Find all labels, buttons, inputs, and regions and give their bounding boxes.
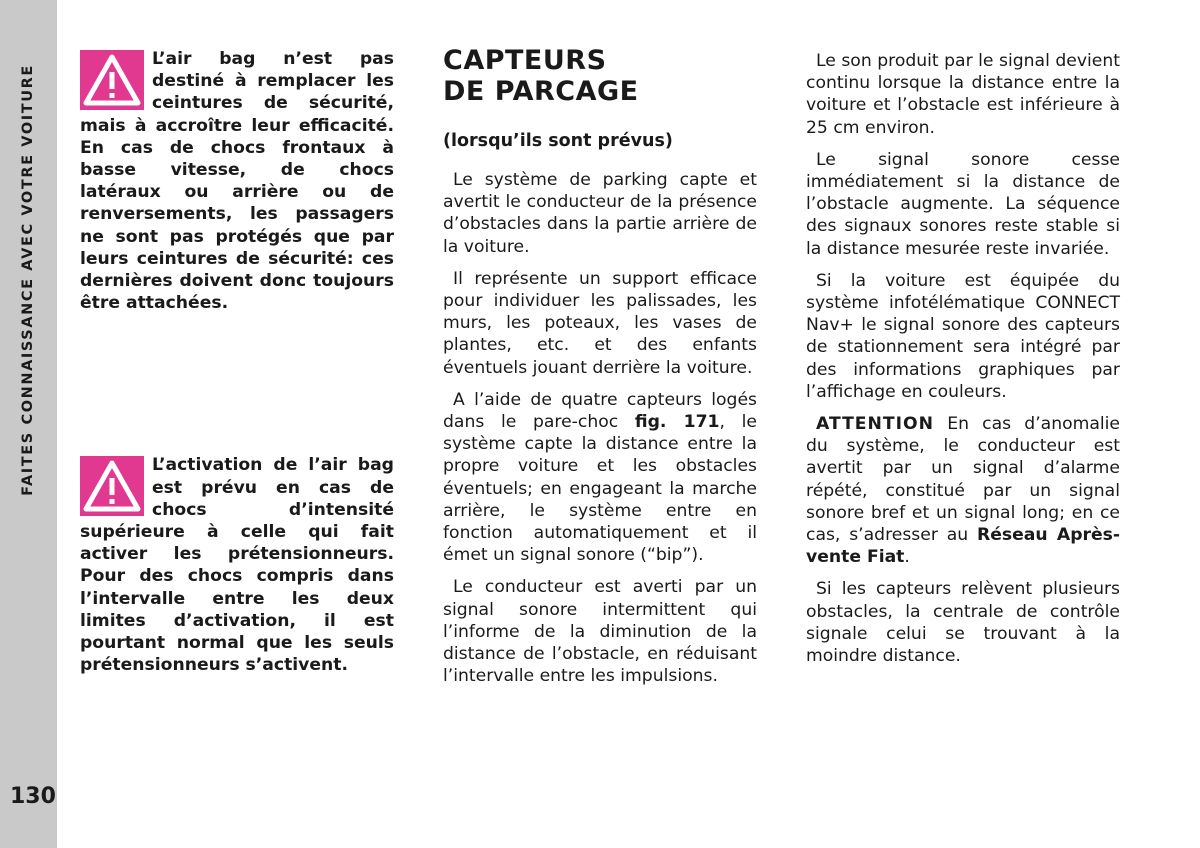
attention-label: ATTENTION	[816, 414, 935, 435]
paragraph-5: Le son produit par le signal devient continu lorsque la distance entre la voiture et l’obstacle est inférieure à 25 cm environ.	[806, 51, 1120, 138]
paragraph-3-start: A l’aide de quatre capteurs logés dans le pare-choc	[443, 389, 757, 433]
warnings-column	[80, 48, 394, 676]
figure-reference: fig. 171	[634, 412, 720, 433]
section-title-text: FAITES CONNAISSANCE AVEC VOTRE VOITURE	[20, 64, 36, 496]
service-network-name: Réseau Après-vente Fiat	[806, 525, 1121, 568]
paragraph-4: Le conducteur est averti par un signal sonore intermittent qui l’informe de la diminution de la distance de l’obstacle, en réduisant l’intervalle entre les impulsions.	[443, 577, 757, 687]
right-column	[806, 50, 1120, 677]
paragraph-6: Le signal sonore cesse immédiatement si la distance de l’obstacle augmente. La séquence des signaux sonores reste stable si la distance mesurée reste invariée.	[806, 149, 1120, 259]
main-column	[443, 45, 757, 697]
paragraph-1: Le système de parking capte et avertit le conducteur de la présence d’obstacles dans la partie arrière de la voiture.	[443, 170, 757, 257]
section-title-vertical	[15, 45, 41, 515]
section-subheading: (lorsqu’ils sont prévus)	[443, 131, 673, 151]
paragraph-2: Il représente un support efficace pour individuer les palissades, les murs, les poteaux, les vases de plantes, etc. et des enfants éventuels jouant derrière la voiture.	[443, 268, 757, 378]
warning-text-2: L’activation de l’air bag est prévu en cas de chocs d’intensité supérieure à celle qui fait activer les prétensionneurs. Pour des chocs compris dans l’intervalle entre les deux limites d’activation, il est pourtant normal que les seuls prétensionneurs s’activent.	[80, 455, 394, 676]
paragraph-8: Si les capteurs relèvent plusieurs obstacles, la centrale de contrôle signale celui se trouvant à la moindre distance.	[806, 579, 1120, 667]
heading-line-1: CAPTEURS	[443, 45, 607, 76]
attention-text: En cas d’anomalie du système, le conducteur est avertit par un signal d’alarme répété, constitué par un signal sonore bref et un signal long; en ce cas, s’adresser au	[806, 414, 1120, 546]
page-number: 130	[10, 784, 56, 809]
paragraph-3-end: , le système capte la distance entre la propre voiture et les obstacles éventuels; en engageant la marche arrière, le système entre en fonction automatiquement et il émet un signal sonore (“bip”).	[443, 412, 757, 566]
warning-text-1: L’air bag n’est pas destiné à remplacer les ceintures de sécurité, mais à accroître leur efficacité. En cas de chocs frontaux à basse vitesse, de chocs latéraux ou arrière ou de renversements, les passagers ne sont pas protégés que par leurs ceintures de sécurité: ces dernières doivent donc toujours être attachées.	[80, 49, 394, 314]
attention-end: .	[904, 547, 910, 568]
sidebar-band	[0, 0, 57, 848]
warning-triangle-icon	[80, 456, 144, 516]
paragraph-7: Si la voiture est équipée du système infotélématique CONNECT Nav+ le signal sonore des capteurs de stationnement sera intégré par des informations graphiques par l’affichage en couleurs.	[806, 270, 1120, 402]
paragraph-3	[443, 389, 757, 567]
section-heading	[443, 45, 757, 107]
heading-line-2: DE PARCAGE	[443, 76, 639, 107]
warning-box-1	[80, 48, 394, 314]
warning-triangle-icon	[80, 50, 144, 110]
attention-paragraph	[806, 413, 1120, 568]
warning-box-2	[80, 454, 394, 676]
